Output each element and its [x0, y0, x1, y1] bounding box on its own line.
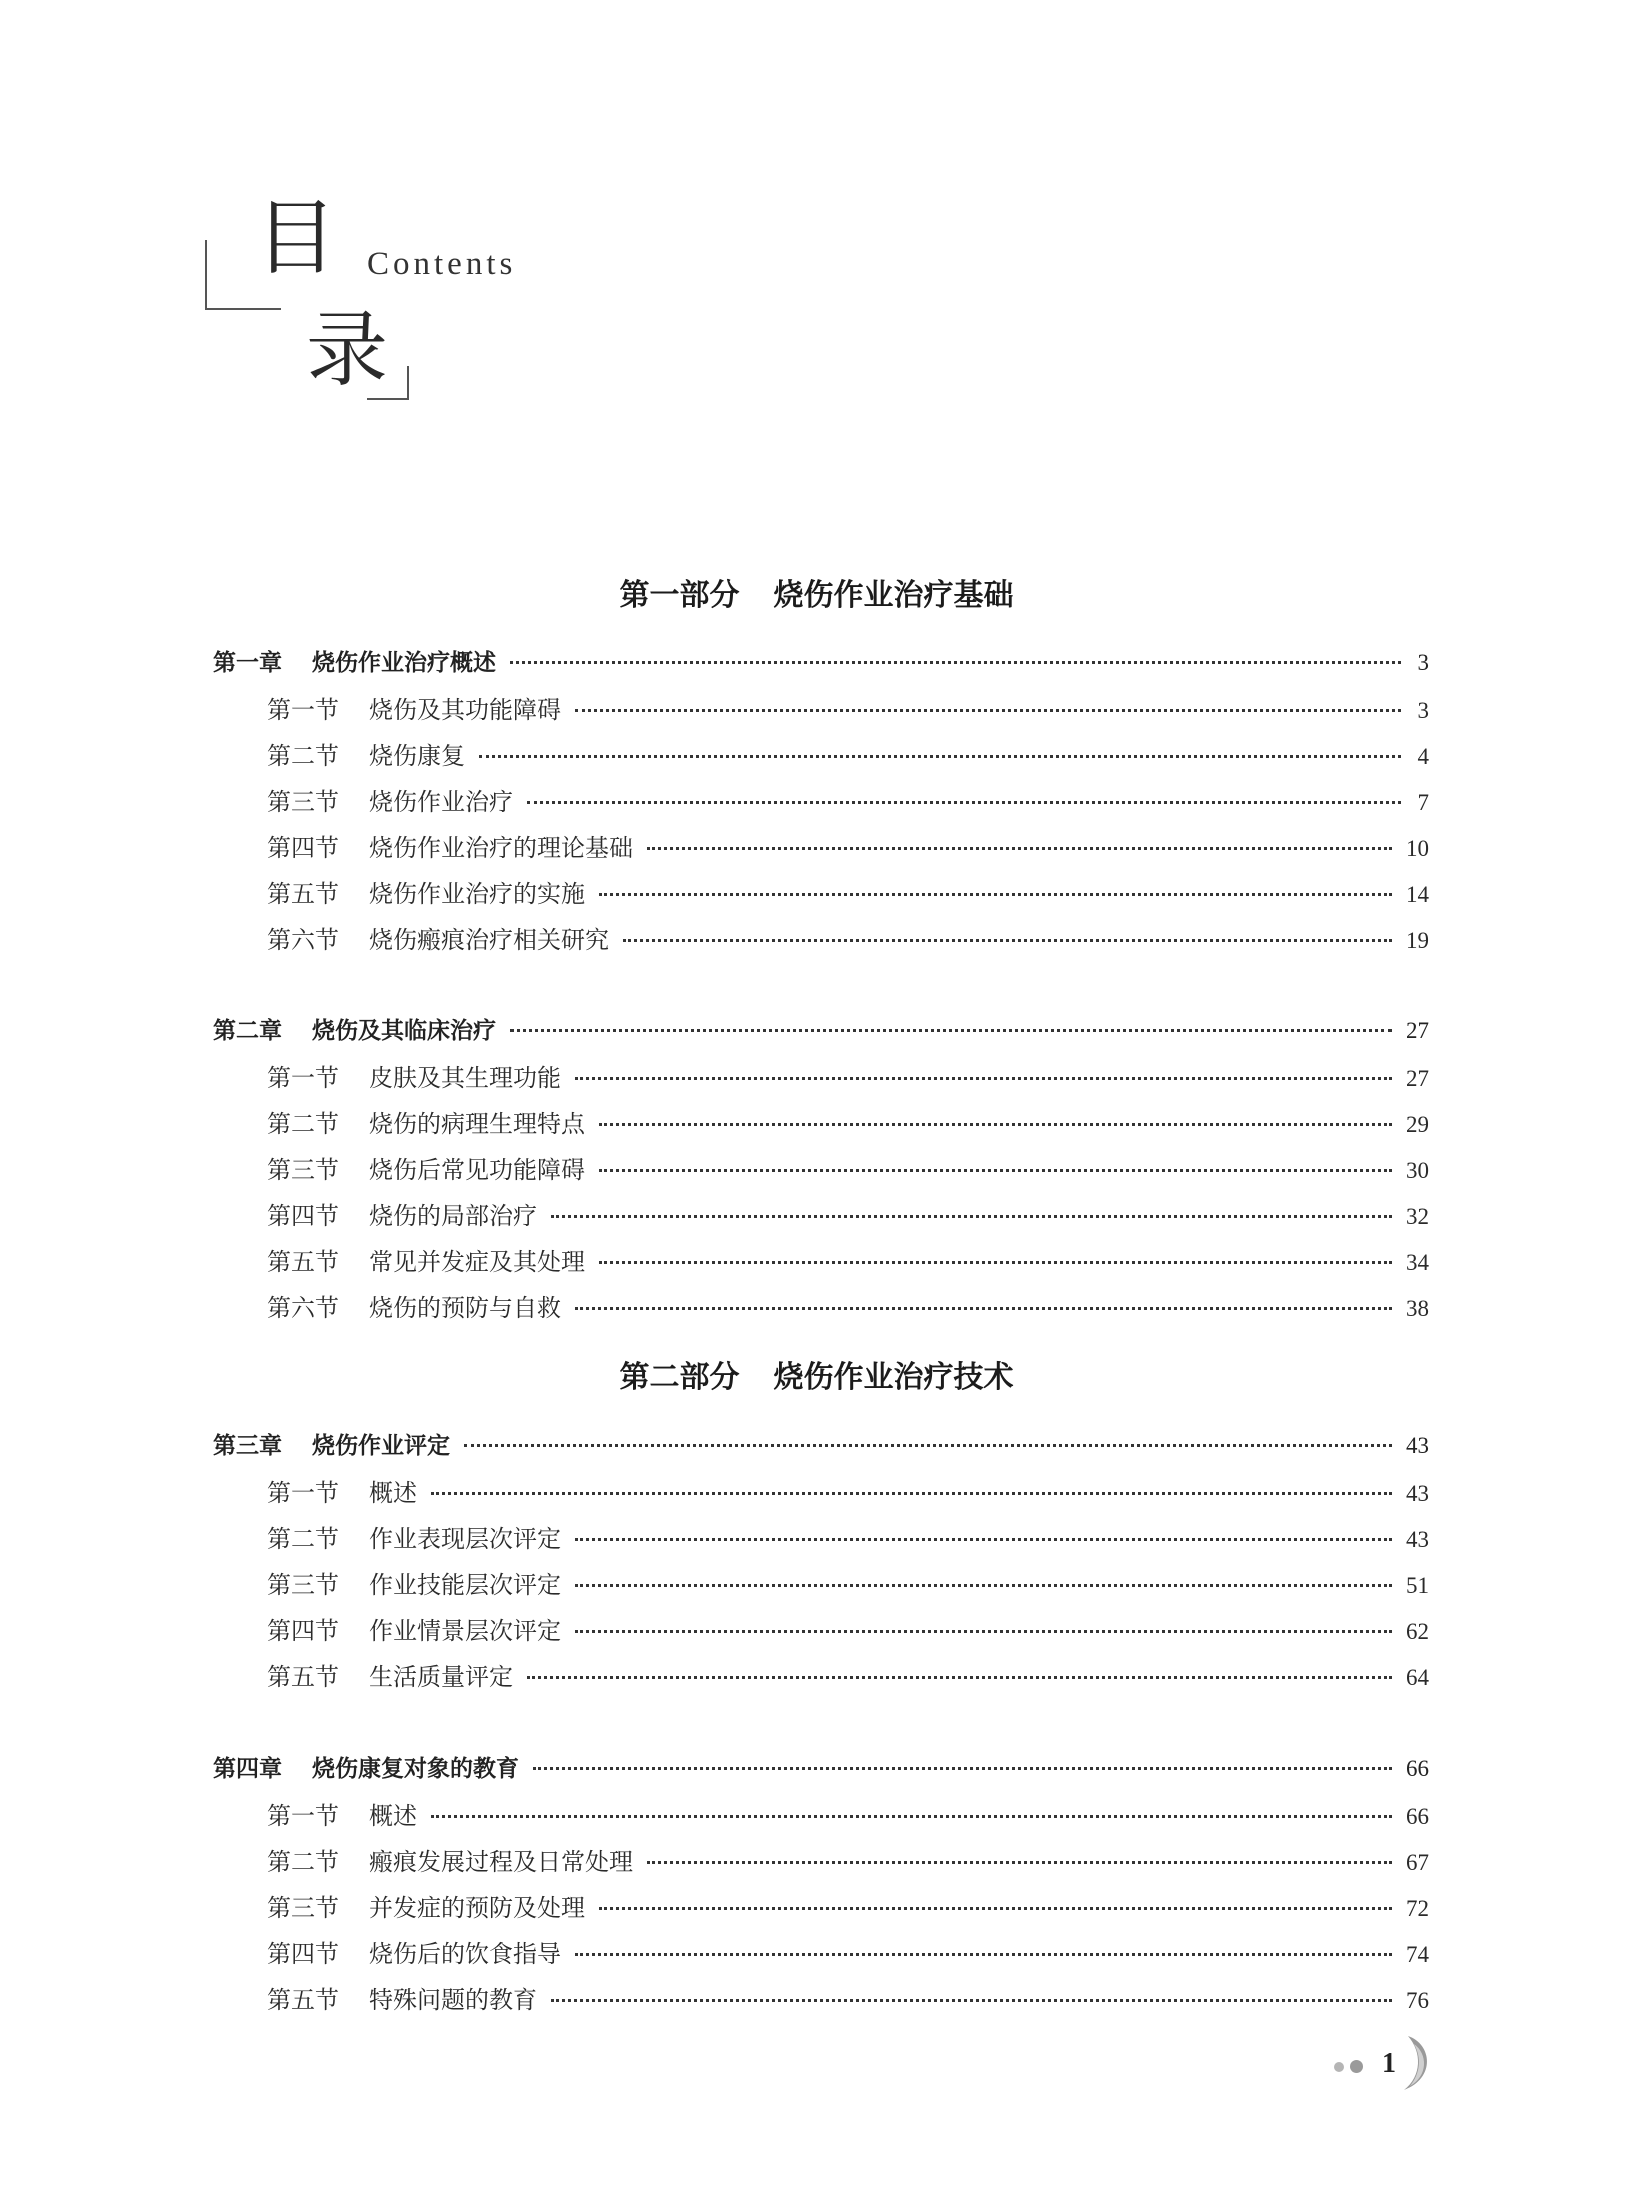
- section-title: 并发症的预防及处理: [369, 1894, 585, 1922]
- dot-leader: [431, 1491, 1392, 1495]
- page-number: 43: [1406, 1481, 1429, 1506]
- page-number: 66: [1406, 1804, 1429, 1829]
- chapter-number: 第一章: [213, 650, 282, 676]
- section-number: 第二节: [267, 742, 339, 770]
- dot-leader: [533, 1766, 1392, 1770]
- toc-section-row[interactable]: [267, 1242, 1429, 1277]
- section-title: 烧伤的预防与自救: [369, 1294, 561, 1322]
- dot-leader: [551, 1998, 1392, 2002]
- page-number: 30: [1406, 1158, 1429, 1183]
- toc-section-row[interactable]: [267, 690, 1429, 725]
- section-title: 作业情景层次评定: [369, 1617, 561, 1645]
- toc-section-row[interactable]: [267, 1934, 1429, 1969]
- page-footer: [1330, 2030, 1450, 2100]
- dot-leader: [575, 1583, 1392, 1587]
- toc-section-row[interactable]: [267, 1657, 1429, 1692]
- section-title: 概述: [369, 1479, 417, 1507]
- section-title: 烧伤康复: [369, 742, 465, 770]
- section-title: 烧伤的局部治疗: [369, 1202, 537, 1230]
- section-title: 生活质量评定: [369, 1663, 513, 1691]
- page-number: 38: [1406, 1296, 1429, 1321]
- section-title: 烧伤作业治疗的理论基础: [369, 834, 633, 862]
- section-title: 烧伤瘢痕治疗相关研究: [369, 926, 609, 954]
- section-number: 第三节: [267, 788, 339, 816]
- page-number: 19: [1406, 928, 1429, 953]
- dot-leader: [527, 800, 1401, 804]
- section-title: 概述: [369, 1802, 417, 1830]
- page-number: 72: [1406, 1896, 1429, 1921]
- section-number: 第二节: [267, 1525, 339, 1553]
- dot-leader: [647, 1860, 1392, 1864]
- footer-page-number: 1: [1382, 2048, 1396, 2079]
- page-number: 4: [1417, 744, 1429, 769]
- dot-leader: [623, 938, 1392, 942]
- dot-leader: [527, 1675, 1392, 1679]
- part-number: 第二部分: [619, 1360, 740, 1395]
- toc-section-row[interactable]: [267, 1842, 1429, 1877]
- section-number: 第五节: [267, 880, 339, 908]
- section-number: 第一节: [267, 1064, 339, 1092]
- dot-leader: [575, 1952, 1392, 1956]
- chapter-title: 烧伤作业治疗概述: [312, 650, 496, 676]
- toc-section-row[interactable]: [267, 1104, 1429, 1139]
- section-number: 第四节: [267, 1202, 339, 1230]
- section-number: 第二节: [267, 1848, 339, 1876]
- section-number: 第五节: [267, 1248, 339, 1276]
- toc-section-row[interactable]: [267, 1519, 1429, 1554]
- part-number: 第一部分: [619, 578, 740, 613]
- section-number: 第一节: [267, 1479, 339, 1507]
- dot-leader: [464, 1443, 1392, 1447]
- dot-leader: [599, 1260, 1392, 1264]
- section-title: 作业表现层次评定: [369, 1525, 561, 1553]
- page-number: 76: [1406, 1988, 1429, 2013]
- page-number: 64: [1406, 1665, 1429, 1690]
- section-number: 第三节: [267, 1156, 339, 1184]
- title-char-lu: 录: [306, 303, 389, 398]
- toc-section-row[interactable]: [267, 1611, 1429, 1646]
- page-number: 43: [1406, 1433, 1429, 1458]
- chapter-number: 第二章: [213, 1018, 282, 1044]
- toc-section-row[interactable]: [267, 1888, 1429, 1923]
- toc-section-row[interactable]: [267, 1980, 1429, 2015]
- page-number: 3: [1417, 698, 1429, 723]
- section-number: 第三节: [267, 1571, 339, 1599]
- page-number: 3: [1417, 650, 1429, 675]
- dot-leader: [431, 1814, 1392, 1818]
- page-number: 27: [1406, 1066, 1429, 1091]
- dot-leader: [510, 660, 1401, 664]
- page-number: 51: [1406, 1573, 1429, 1598]
- toc-section-row[interactable]: [267, 1150, 1429, 1185]
- page-number: 10: [1406, 836, 1429, 861]
- chapter-title: 烧伤及其临床治疗: [312, 1018, 496, 1044]
- section-number: 第四节: [267, 1617, 339, 1645]
- toc-chapter-row[interactable]: [213, 1427, 1429, 1460]
- toc-section-row[interactable]: [267, 736, 1429, 771]
- page-number: 67: [1406, 1850, 1429, 1875]
- toc-section-row[interactable]: [267, 1058, 1429, 1093]
- section-title: 烧伤后的饮食指导: [369, 1940, 561, 1968]
- page-number: 29: [1406, 1112, 1429, 1137]
- section-title: 烧伤后常见功能障碍: [369, 1156, 585, 1184]
- section-number: 第四节: [267, 834, 339, 862]
- toc-section-row[interactable]: [267, 1565, 1429, 1600]
- chapter-number: 第四章: [213, 1756, 282, 1782]
- dot-leader: [551, 1214, 1392, 1218]
- section-title: 烧伤作业治疗: [369, 788, 513, 816]
- section-title: 烧伤作业治疗的实施: [369, 880, 585, 908]
- dot-leader: [599, 1122, 1392, 1126]
- section-title: 烧伤及其功能障碍: [369, 696, 561, 724]
- section-number: 第三节: [267, 1894, 339, 1922]
- page-number: 32: [1406, 1204, 1429, 1229]
- toc-section-row[interactable]: [267, 874, 1429, 909]
- page-number: 14: [1406, 882, 1429, 907]
- toc-section-row[interactable]: [267, 1288, 1429, 1323]
- dot-leader: [575, 1076, 1392, 1080]
- page-number: 27: [1406, 1018, 1429, 1043]
- toc-chapter-row[interactable]: [213, 644, 1429, 677]
- part-heading: [0, 570, 1633, 614]
- toc-section-row[interactable]: [267, 1796, 1429, 1831]
- toc-section-row[interactable]: [267, 828, 1429, 863]
- page-number: 7: [1417, 790, 1429, 815]
- section-number: 第五节: [267, 1663, 339, 1691]
- section-title: 瘢痕发展过程及日常处理: [369, 1848, 633, 1876]
- toc-section-row[interactable]: [267, 920, 1429, 955]
- dot-leader: [647, 846, 1392, 850]
- title-english: Contents: [367, 246, 517, 282]
- dot-leader: [575, 708, 1401, 712]
- section-number: 第四节: [267, 1940, 339, 1968]
- section-title: 烧伤的病理生理特点: [369, 1110, 585, 1138]
- dot-leader: [575, 1306, 1392, 1310]
- page-number: 34: [1406, 1250, 1429, 1275]
- section-number: 第六节: [267, 926, 339, 954]
- section-number: 第六节: [267, 1294, 339, 1322]
- title-char-mu: 目: [255, 191, 338, 286]
- toc-section-row[interactable]: [267, 782, 1429, 817]
- page-number: 43: [1406, 1527, 1429, 1552]
- dot-leader: [510, 1028, 1392, 1032]
- dot-leader: [479, 754, 1401, 758]
- dot-leader: [599, 892, 1392, 896]
- dot-leader: [599, 1168, 1392, 1172]
- toc-chapter-row[interactable]: [213, 1012, 1429, 1045]
- section-number: 第一节: [267, 696, 339, 724]
- chapter-title: 烧伤康复对象的教育: [312, 1756, 519, 1782]
- section-number: 第五节: [267, 1986, 339, 2014]
- chapter-title: 烧伤作业评定: [312, 1433, 450, 1459]
- dot-leader: [575, 1537, 1392, 1541]
- part-title: 烧伤作业治疗技术: [773, 1360, 1014, 1395]
- section-title: 常见并发症及其处理: [369, 1248, 585, 1276]
- part-heading: [0, 1352, 1633, 1396]
- part-title: 烧伤作业治疗基础: [773, 578, 1014, 613]
- page-number: 74: [1406, 1942, 1429, 1967]
- page-number: 66: [1406, 1756, 1429, 1781]
- section-number: 第一节: [267, 1802, 339, 1830]
- footer-dot-icon: [1334, 2062, 1344, 2072]
- dot-leader: [575, 1629, 1392, 1633]
- section-title: 作业技能层次评定: [369, 1571, 561, 1599]
- chapter-number: 第三章: [213, 1433, 282, 1459]
- page-number: 62: [1406, 1619, 1429, 1644]
- toc-section-row[interactable]: [267, 1473, 1429, 1508]
- toc-chapter-row[interactable]: [213, 1750, 1429, 1783]
- toc-section-row[interactable]: [267, 1196, 1429, 1231]
- section-title: 特殊问题的教育: [369, 1986, 537, 2014]
- section-title: 皮肤及其生理功能: [369, 1064, 561, 1092]
- footer-dot-icon: [1350, 2060, 1363, 2073]
- section-number: 第二节: [267, 1110, 339, 1138]
- dot-leader: [599, 1906, 1392, 1910]
